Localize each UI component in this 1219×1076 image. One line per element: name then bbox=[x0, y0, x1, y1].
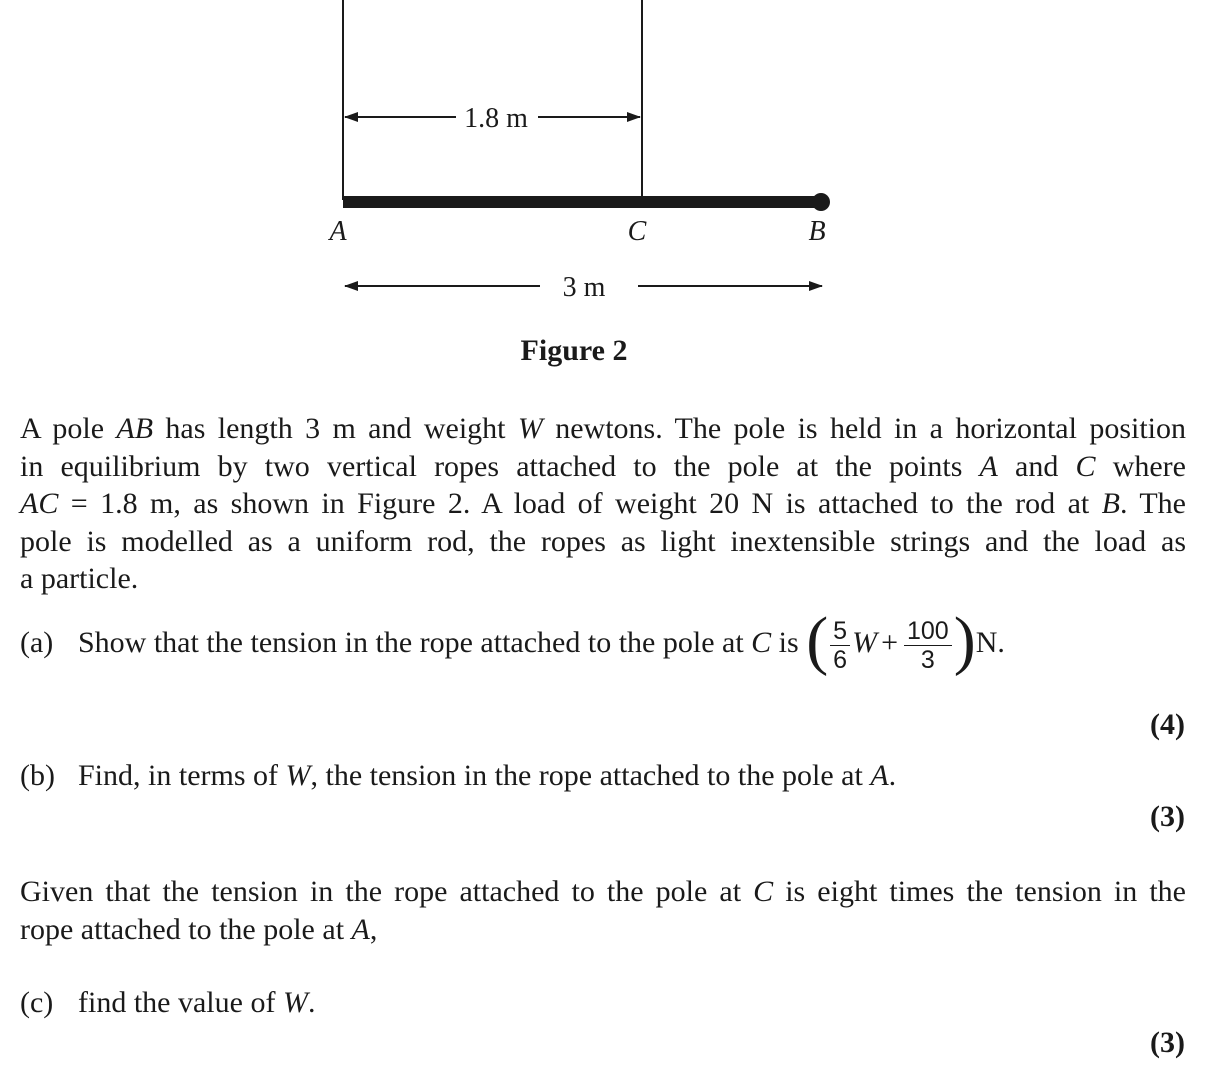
part-b-marks: (3) bbox=[1150, 800, 1185, 833]
intro-line-3: AC = 1.8 m, as shown in Figure 2. A load of weight 20 N is attached to the rod at B. The bbox=[20, 487, 1186, 520]
point-label-B: B bbox=[808, 216, 826, 247]
part-c: (c) find the value of W. bbox=[20, 986, 316, 1019]
given-line-1: Given that the tension in the rope attached to the pole at C is eight times the tension in the bbox=[20, 875, 1186, 908]
dim-AC-label: 1.8 m bbox=[464, 103, 528, 134]
fraction-hundred-thirds: $\frac{100}{3}$ bbox=[904, 617, 952, 674]
intro-line-4: pole is modelled as a uniform rod, the ropes as light inextensible strings and the load as bbox=[20, 524, 1186, 558]
intro-line-1: A pole AB has length 3 m and weight W newtons. The pole is held in a horizontal position bbox=[20, 412, 1186, 445]
part-a-label: (a) bbox=[20, 625, 54, 659]
part-b-label: (b) bbox=[20, 759, 55, 792]
point-label-A: A bbox=[329, 216, 347, 247]
part-b: (b) Find, in terms of W, the tension in the rope attached to the pole at A. bbox=[20, 759, 897, 792]
intro-line-2: in equilibrium by two vertical ropes attached to the pole at the points A and C where bbox=[20, 449, 1186, 483]
part-a-marks: (4) bbox=[1150, 708, 1185, 741]
pole-AB bbox=[343, 196, 821, 208]
point-label-C: C bbox=[627, 216, 647, 247]
problem-intro bbox=[20, 410, 1186, 598]
part-c-label: (c) bbox=[20, 986, 54, 1019]
fraction-five-sixths: $\frac{5}{6}$ bbox=[830, 617, 850, 674]
given-line-2: rope attached to the pole at A, bbox=[20, 912, 378, 946]
intro-line-5: a particle. bbox=[20, 562, 139, 595]
part-a: (a) Show that the tension in the rope attached to the pole at C is ( $\frac{5}{6}$ W + $\frac{100}{3}$ )N. bbox=[20, 604, 1005, 677]
tension-expression: ( $\frac{5}{6}$ W + $\frac{100}{3}$ ) bbox=[806, 604, 976, 677]
given-statement bbox=[20, 873, 1186, 948]
figure-caption: Figure 2 bbox=[520, 334, 628, 367]
part-c-marks: (3) bbox=[1150, 1026, 1185, 1059]
dim-AB-label: 3 m bbox=[562, 272, 606, 303]
pole-diagram bbox=[0, 0, 1219, 330]
load-particle-B bbox=[812, 193, 830, 211]
